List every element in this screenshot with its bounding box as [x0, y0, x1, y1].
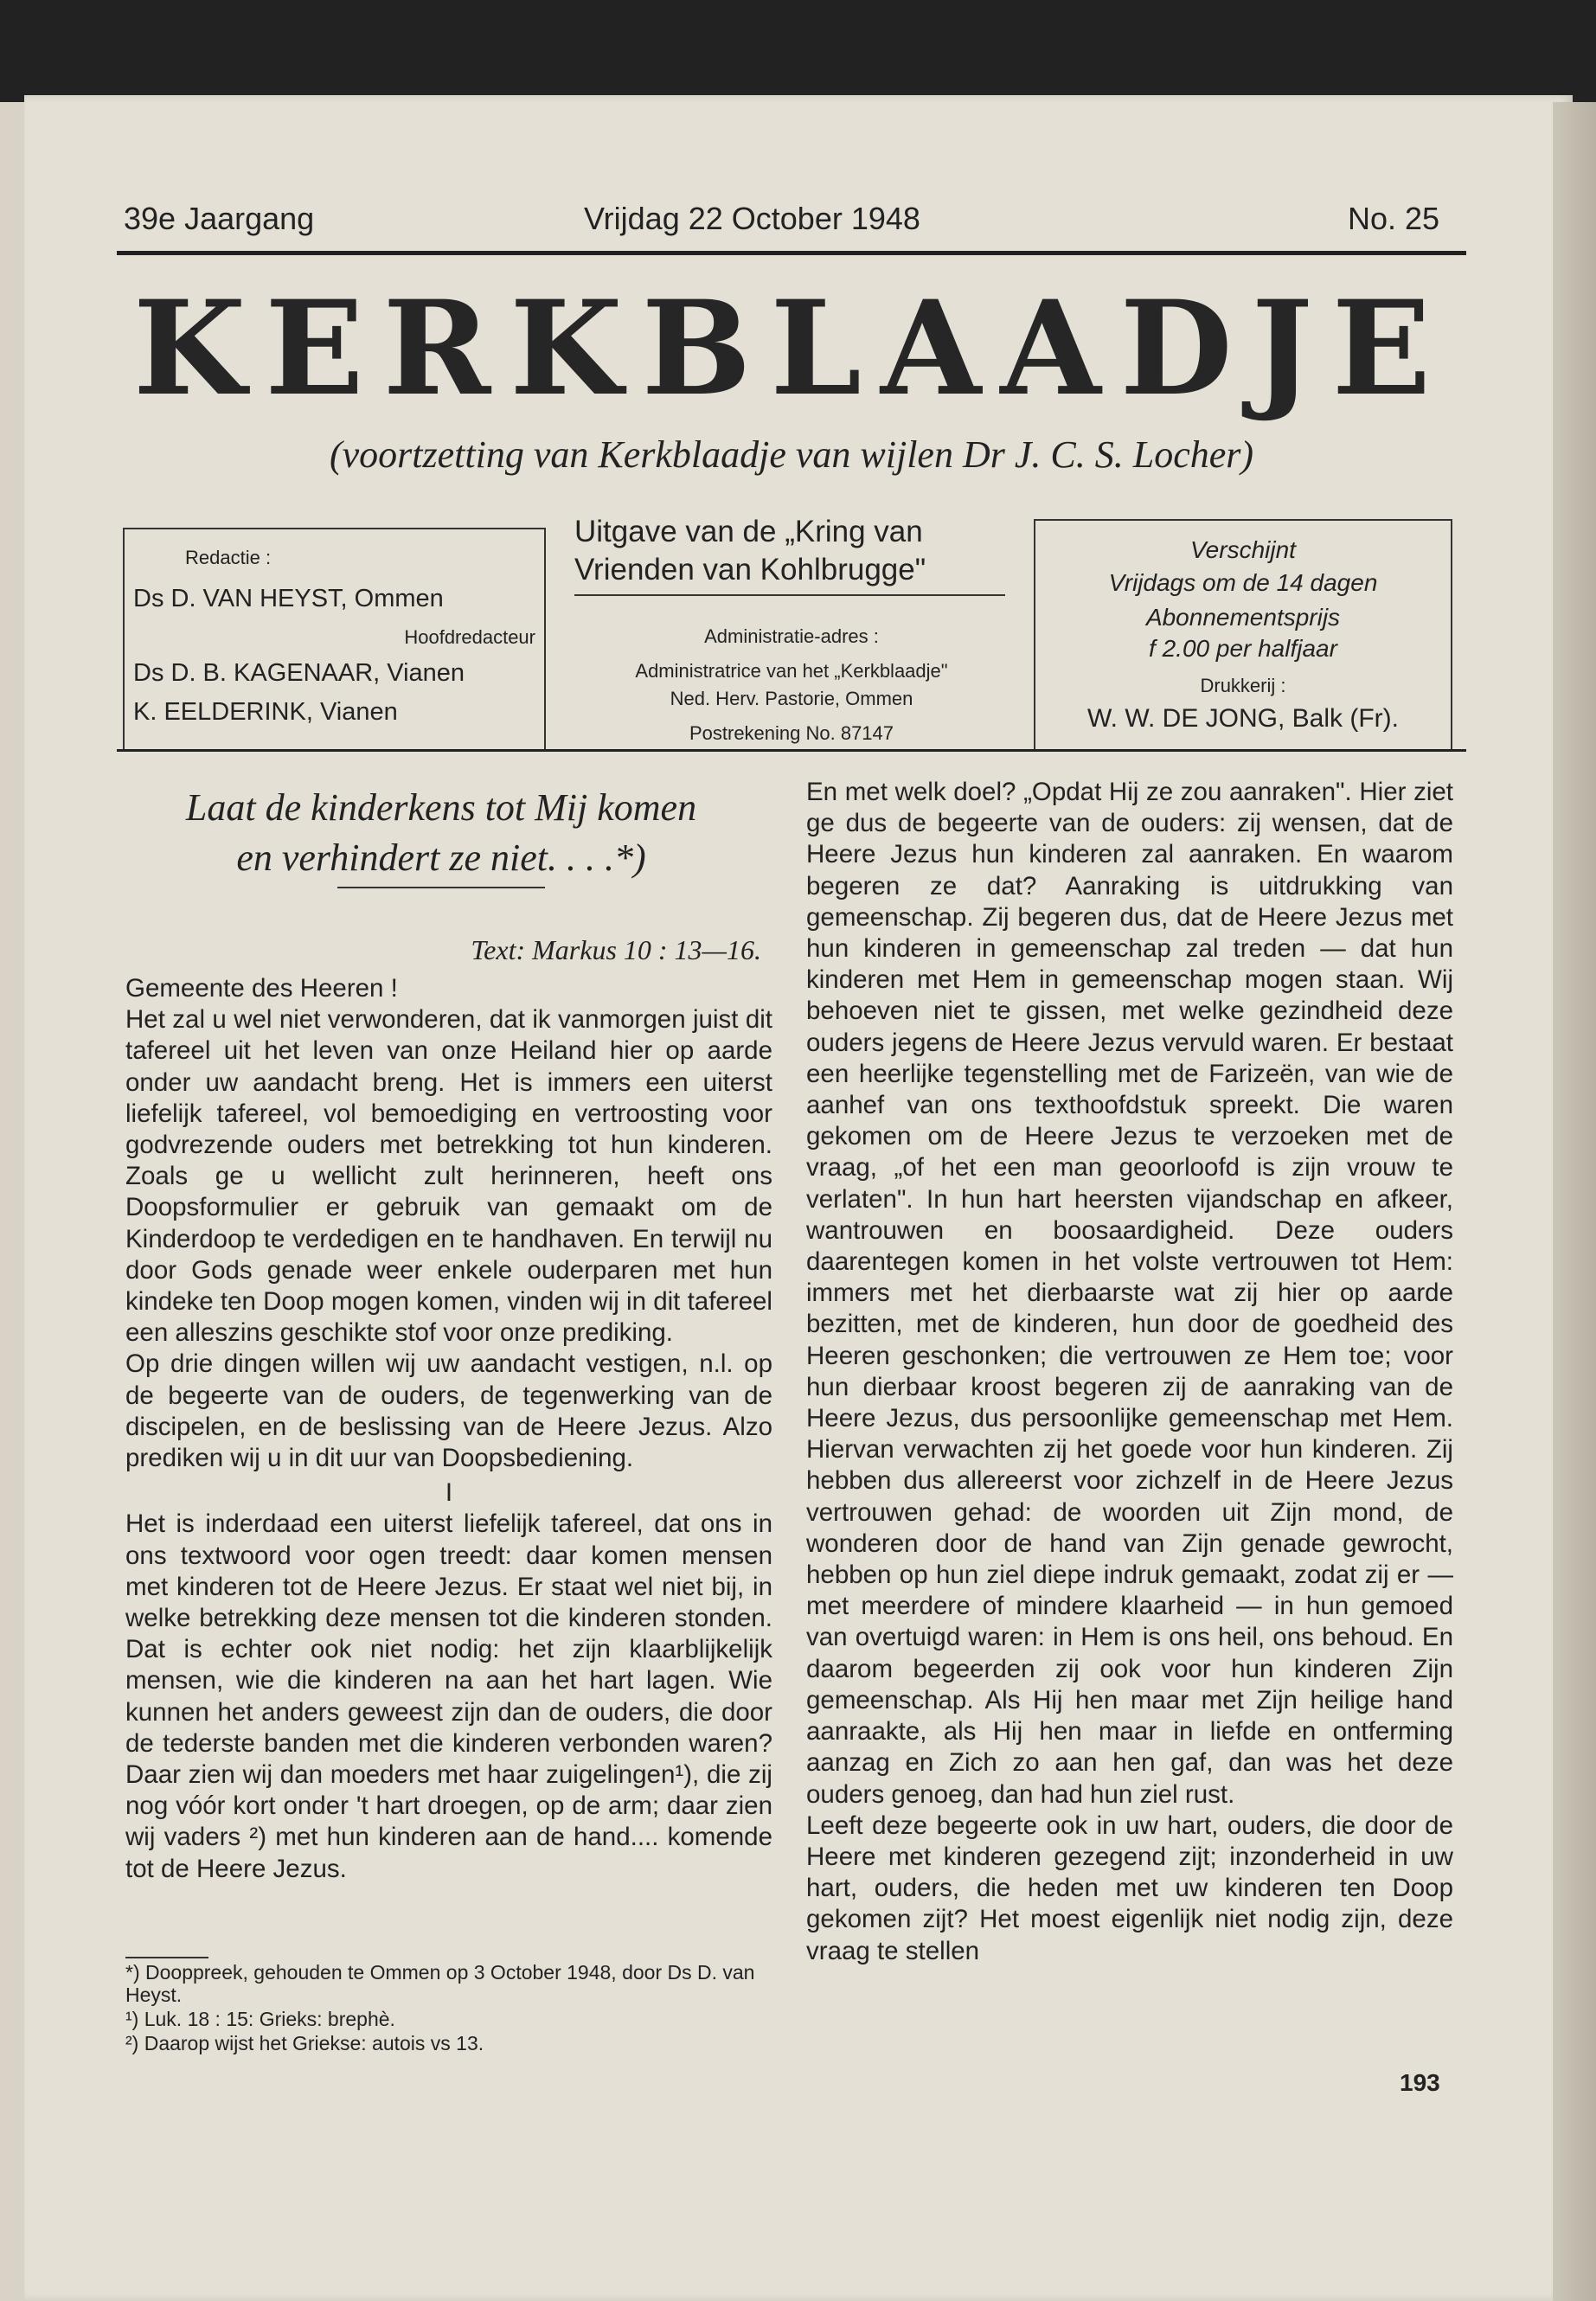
subscription-box [1034, 519, 1452, 752]
boxes-rule [117, 749, 1466, 752]
publisher-rule [574, 594, 1005, 596]
binding-edge [1553, 102, 1596, 2301]
subscription-price: f 2.00 per halfjaar [1149, 635, 1337, 662]
issue-date: Vrijdag 22 October 1948 [584, 201, 920, 236]
header-rule [117, 251, 1466, 255]
article-title-line-1: Laat de kinderkens tot Mij komen [185, 786, 697, 829]
masthead-subtitle: (voortzetting van Kerkblaadje van wijlen Dr J. C. S. Locher) [329, 433, 1254, 476]
admin-line-1: Administratrice van het „Kerkblaadje" [635, 660, 948, 682]
editor-3: K. EELDERINK, Vianen [133, 698, 398, 726]
printer-label: Drukkerij : [1200, 675, 1286, 696]
paragraph: Het zal u wel niet verwonderen, dat ik vanmorgen juist dit tafereel uit het leven van onze Heiland hier op aarde onder uw aandacht breng. Het is immers een uiterst liefelijk tafereel, vol bemoediging en vertroosting voor godvrezende ouders met betrekking tot hun kinderen. Zoals ge u wellicht zult herinneren, heeft ons Doopsformulier er gebruik van gemaakt om de Kinderdoop te verdedigen en te handhaven. En terwijl nu door Gods genade weer enkele ouderparen met hun kindeke ten Doop mogen komen, vinden wij in dit tafereel een alleszins geschikte stof voor onze prediking. [125, 1005, 772, 1348]
title-rule [337, 887, 545, 888]
publisher-line-1: Uitgave van de „Kring van [574, 515, 923, 548]
subscription-label: Abonnementsprijs [1145, 604, 1341, 631]
footnote-rule [125, 1957, 208, 1958]
article-title [121, 783, 761, 883]
frequency: Vrijdags om de 14 dagen [1108, 569, 1378, 596]
paragraph: En met welk doel? „Opdat Hij ze zou aanraken". Hier ziet ge dus de begeerte van de ouders: zij wensen, dat de Heere Jezus hun kinderen zal aanraken. En waarom begeren ze dat? Aanraking is uitdrukking van gemeenschap. Zij begeren dus, dat de Heere Jezus met hun kinderen in gemeenschap zal treden — dat hun kinderen met Hem in gemeenschap mogen staan. Wij behoeven niet te gissen, met welke gezindheid deze ouders jegens de Heere Jezus vervuld waren. Er bestaat een heerlijke tegenstelling met de Farizeën, van wie de aanhef van ons texthoofdstuk spreekt. Die waren gekomen om de Heere Jezus te verzoeken met de vraag, „of het een man geoorloofd is zijn vrouw te verlaten". In hun hart heersten vijandschap en afkeer, wantrouwen en boosaardigheid. Deze ouders daarentegen komen in het volste vertrouwen tot Hem: immers met het dierbaarste wat zij hier op aarde bezitten, met de kinderen, hun door de goedheid des Heeren geschonken; die vertrouwen ze Hem toe; voor hun dierbaar kroost begeren zij de aanraking van de Heere Jezus, dus persoonlijke gemeenschap met Hem. Hiervan verwachten zij het goede voor hun kinderen. Zij hebben dus allereerst voor zichzelf in de Heere Jezus vertrouwen gehad: de woorden uit Zijn mond, de wonderen door de hand van Zijn genade gewrocht, hebben op hun ziel diepe indruk gemaakt, zodat zij er — met meerdere of mindere klaarheid — in hun gemoed van overtuigd waren: in Hem is ons heil, ons behoud. En daarom begeerden zij ook voor hun kinderen Zijn gemeenschap. Als Hij hen maar met Zijn heilige hand aanraakte, als Hij hen maar in liefde en ontferming aanzag en Zich zo aan hen gaf, dan was het deze ouders genoeg, dan had hun ziel rust. [806, 778, 1453, 1809]
editor-1-role: Hoofdredacteur [404, 626, 535, 648]
paragraph: Het is inderdaad een uiterst liefelijk tafereel, dat ons in ons textwoord voor ogen treedt: daar komen mensen met kinderen tot de Heere Jezus. Er staat wel niet bij, in welke betrekking deze mensen tot die kinderen stonden. Dat is echter ook niet nodig: het zijn klaarblijkelijk mensen, wie die kinderen na aan het hart lagen. Wie kunnen het anders geweest zijn dan de ouders, die door de tederste banden met die kinderen verbonden waren? Daar zien wij dan moeders met haar zuigelingen¹), die zij nog vóór kort onder 't hart droegen, op de arm; daar zien wij vaders ²) met hun kinderen aan de hand.... komende tot de Heere Jezus. [125, 1509, 772, 1883]
masthead-title: KERKBLAADJE [132, 272, 1451, 425]
publisher-box [571, 515, 1021, 748]
page-number: 193 [1400, 2069, 1440, 2096]
paragraph: Gemeente des Heeren ! [125, 974, 398, 1003]
editor-1: Ds D. VAN HEYST, Ommen [133, 585, 444, 612]
publisher-line-2: Vrienden van Kohlbrugge" [574, 553, 926, 586]
top-border [0, 0, 1596, 102]
footnote: ¹) Luk. 18 : 15: Grieks: brephè. [125, 2008, 395, 2030]
footnotes [125, 1961, 770, 2056]
printer-name: W. W. DE JONG, Balk (Fr). [1087, 704, 1399, 733]
scripture-reference: Text: Markus 10 : 13—16. [471, 934, 761, 965]
volume-label: 39e Jaargang [124, 201, 315, 236]
paragraph: Op drie dingen willen wij uw aandacht vestigen, n.l. op de begeerte van de ouders, de tegenwerking van de discipelen, en de beslissing van de Heere Jezus. Alzo prediken wij u in dit uur van Doopsbediening. [125, 1349, 772, 1473]
issue-number: No. 25 [1348, 201, 1440, 236]
footnote: ²) Daarop wijst het Griekse: autois vs 13. [125, 2032, 484, 2054]
article-title-line-2: en verhindert ze niet. . . .*) [236, 836, 646, 879]
admin-line-2: Ned. Herv. Pastorie, Ommen [670, 688, 913, 709]
editors-label: Redactie : [185, 547, 272, 568]
right-column [806, 777, 1453, 1967]
paragraph: Leeft deze begeerte ook in uw hart, ouders, die door de Heere met kinderen gezegend zijt; inzonderheid in uw hart, ouders, die heden met uw kinderen ten Doop gekomen zijt? Het moest eigenlijk niet nodig zijn, deze vraag te stellen [806, 1811, 1453, 1965]
section-numeral: I [445, 1478, 453, 1508]
postal-account: Postrekening No. 87147 [689, 722, 894, 744]
left-column [125, 973, 772, 1885]
admin-label: Administratie-adres : [704, 625, 879, 647]
footnote: *) Dooppreek, gehouden te Ommen op 3 October 1948, door Ds D. van Heyst. [125, 1961, 755, 2006]
appears-label: Verschijnt [1190, 536, 1296, 563]
editor-2: Ds D. B. KAGENAAR, Vianen [133, 659, 465, 687]
editors-box [123, 528, 546, 752]
